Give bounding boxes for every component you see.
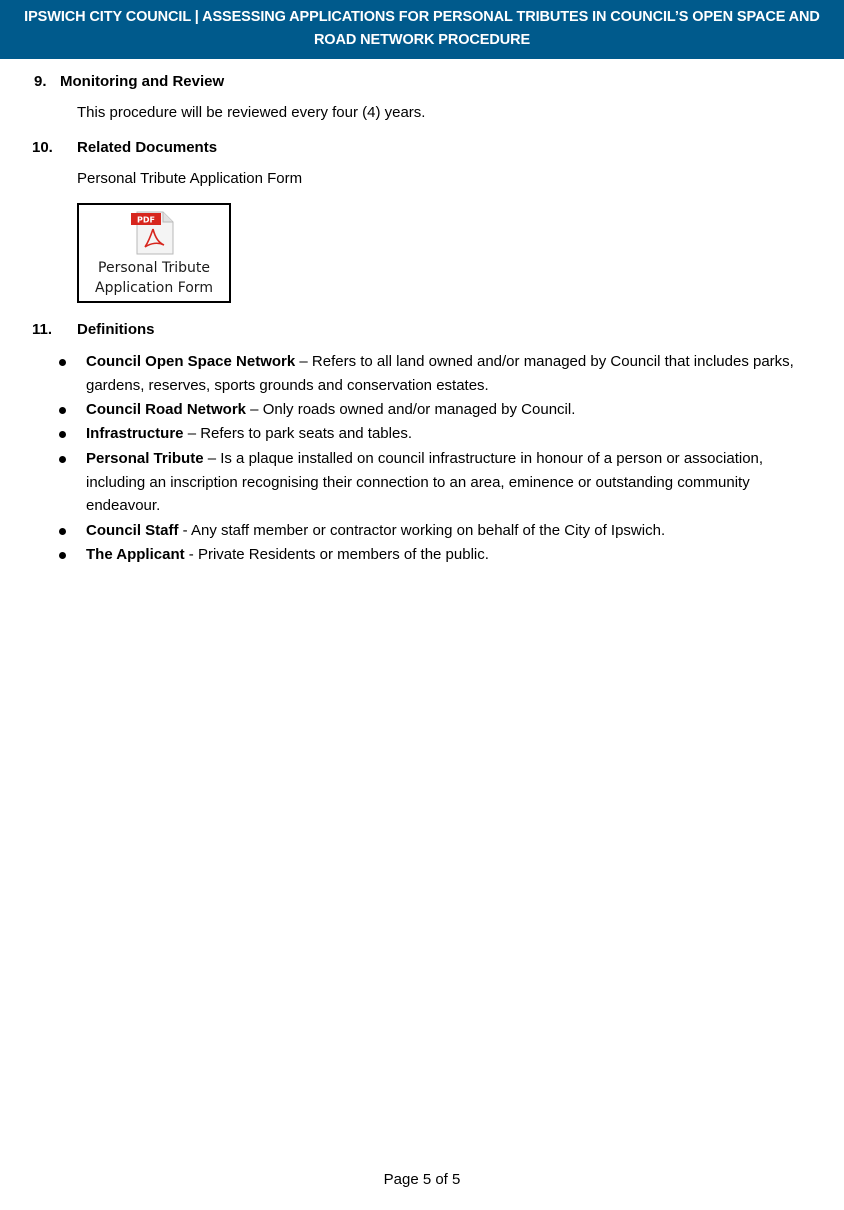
definition-term: The Applicant bbox=[86, 546, 185, 563]
definition-term: Infrastructure bbox=[86, 425, 184, 442]
section-10-number: 10. bbox=[32, 139, 53, 156]
section-11-title: Definitions bbox=[77, 321, 155, 338]
definition-term: Council Road Network bbox=[86, 401, 247, 418]
definition-item bbox=[86, 398, 806, 422]
pdf-file-icon bbox=[131, 210, 179, 256]
bullet bbox=[59, 528, 66, 535]
pdf-attachment[interactable] bbox=[77, 203, 231, 303]
definition-text: – Refers to park seats and tables. bbox=[183, 425, 412, 442]
definition-item bbox=[86, 350, 806, 397]
definition-item bbox=[86, 447, 806, 518]
bullet bbox=[59, 431, 66, 438]
pdf-label-line-2: Application Form bbox=[95, 280, 213, 296]
section-10-heading bbox=[32, 139, 218, 156]
section-10-body: Personal Tribute Application Form bbox=[77, 170, 303, 187]
definition-text: – Refers to all land owned and/or managed by Council that includes parks, gardens, reserves, sports grounds and conservation estates. bbox=[86, 353, 794, 394]
document-header bbox=[0, 0, 844, 59]
definition-text: - Any staff member or contractor working on behalf of the City of Ipswich. bbox=[178, 522, 666, 539]
definition-term: Personal Tribute bbox=[86, 450, 204, 467]
definition-text: – Is a plaque installed on council infrastructure in honour of a person or association, including an inscription recognising their connection to an area, eminence or outstanding community endeavour. bbox=[86, 450, 764, 514]
section-9-heading bbox=[34, 73, 225, 90]
pdf-label-line-1: Personal Tribute bbox=[98, 260, 210, 276]
section-10-title: Related Documents bbox=[77, 139, 218, 156]
section-11-heading bbox=[32, 321, 155, 338]
pdf-badge-text: PDF bbox=[137, 215, 155, 225]
bullet bbox=[59, 456, 66, 463]
section-9-title: Monitoring and Review bbox=[60, 73, 225, 90]
pdf-attachment-label bbox=[79, 258, 229, 298]
definition-text: - Private Residents or members of the public. bbox=[184, 546, 489, 563]
definition-item bbox=[86, 543, 806, 567]
definition-text: – Only roads owned and/or managed by Council. bbox=[246, 401, 576, 418]
page-number: Page 5 of 5 bbox=[383, 1171, 461, 1188]
bullet bbox=[59, 552, 66, 559]
definition-term: Council Open Space Network bbox=[86, 353, 296, 370]
definition-term: Council Staff bbox=[86, 522, 179, 539]
bullet bbox=[59, 359, 66, 366]
definition-item bbox=[86, 519, 806, 543]
section-9-number: 9. bbox=[34, 73, 47, 90]
header-title-line-1: IPSWICH CITY COUNCIL | ASSESSING APPLICATIONS FOR PERSONAL TRIBUTES IN COUNCIL’S OPEN SPACE AND bbox=[24, 9, 820, 25]
definition-item bbox=[86, 422, 806, 446]
bullet bbox=[59, 407, 66, 414]
section-11-number: 11. bbox=[32, 321, 53, 338]
header-title-line-2: ROAD NETWORK PROCEDURE bbox=[313, 32, 531, 48]
section-9-body: This procedure will be reviewed every four (4) years. bbox=[77, 104, 426, 121]
